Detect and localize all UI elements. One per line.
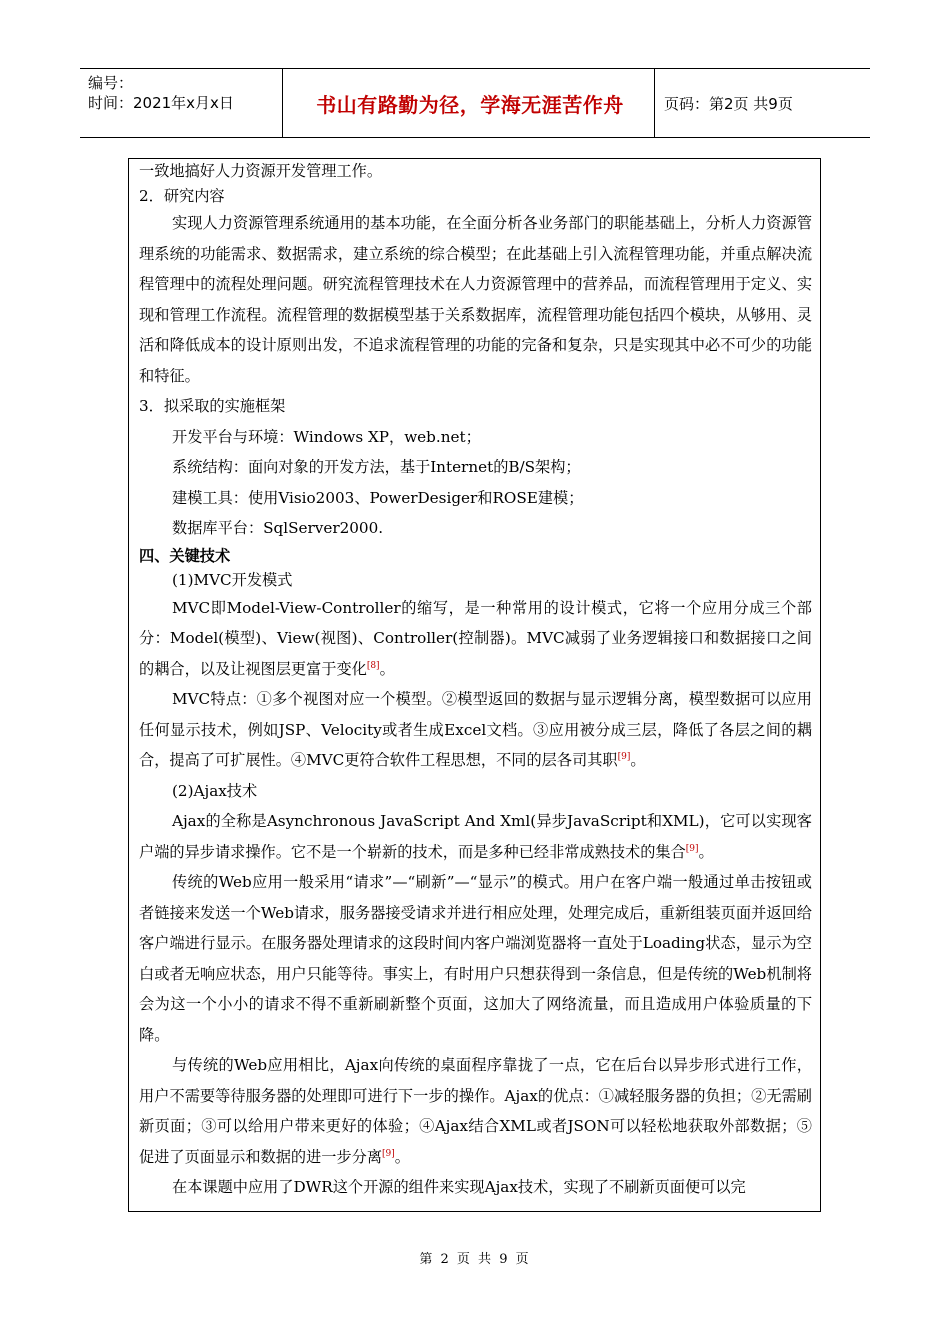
framework-item: 数据库平台：SqlServer2000. (172, 519, 384, 537)
citation: [9] (382, 1148, 395, 1159)
paragraph: 实现人力资源管理系统通用的基本功能，在全面分析各业务部门的职能基础上，分析人力资源管理系统的功能需求、数据需求，建立系统的综合模型；在此基础上引入流程管理功能，并重点解决流程管理中的流程处理问题。研究流程管理技术在人力资源管理中的营养品，而流程管理用于定义、实现和管理工作流程。流程管理的数据模型基于关系数据库，流程管理功能包括四个模块，从够用、灵活和降低成本的设计原则出发，不追求流程管理的功能的完备和复杂，只是实现其中必不可少的功能和特征。 (139, 214, 812, 385)
header-page-info: 页码：第2页 共9页 (664, 95, 793, 113)
paragraph-text: Ajax的全称是Asynchronous JavaScript And Xml(异步JavaScript和XML)，它可以实现客户端的异步请求操作。它不是一个崭新的技术，而是多种已经非常成熟技术的集合 (139, 812, 812, 861)
document-number-label: 编号： (88, 74, 134, 92)
header-divider (282, 69, 283, 137)
citation: [8] (366, 660, 380, 671)
document-time-label: 时间：2021年x月x日 (88, 94, 234, 112)
page-header (80, 68, 870, 138)
paragraph: 传统的Web应用一般采用“请求”—“刷新”—“显示”的模式。用户在客户端一般通过单击按钮或者链接来发送一个Web请求，服务器接受请求并进行相应处理，处理完成后，重新组装页面并返回给客户端进行显示。在服务器处理请求的这段时间内客户端浏览器将一直处于Loading状态，显示为空白或者无响应状态，用户只能等待。事实上，有时用户只想获得到一条信息，但是传统的Web机制将会为这一个小小的请求不得不重新刷新整个页面，这加大了网络流量，而且造成用户体验质量的下降。 (139, 873, 812, 1044)
paragraph-end: 。 (379, 659, 395, 678)
paragraph: 一致地搞好人力资源开发管理工作。 (139, 162, 382, 180)
section-heading: 2．研究内容 (139, 186, 225, 205)
paragraph-end: 。 (698, 842, 714, 861)
paragraph (139, 806, 812, 867)
header-divider (654, 69, 655, 137)
paragraph-text: MVC特点：①多个视图对应一个模型。②模型返回的数据与显示逻辑分离，模型数据可以应用任何显示技术，例如JSP、Velocity或者生成Excel文档。③应用被分成三层，降低了各层之间的耦合，提高了可扩展性。④MVC更符合软件工程思想，不同的层各司其职 (139, 690, 812, 769)
page-footer: 第 2 页 共 9 页 (419, 1252, 531, 1267)
subsection-heading: (1)MVC开发模式 (172, 571, 293, 589)
section-heading: 3．拟采取的实施框架 (139, 397, 286, 415)
paragraph-end: 。 (630, 751, 646, 769)
paragraph (139, 593, 812, 685)
header-left (88, 73, 234, 113)
paragraph: 在本课题中应用了DWR这个开源的组件来实现Ajax技术，实现了不刷新页面便可以完 (172, 1178, 746, 1196)
framework-item: 系统结构：面向对象的开发方法，基于Internet的B/S架构； (172, 458, 581, 476)
paragraph-end: 。 (394, 1147, 410, 1166)
citation: [9] (685, 843, 699, 854)
document-body-table (128, 158, 821, 1212)
citation: [9] (617, 752, 631, 762)
paragraph (139, 684, 812, 776)
framework-item: 开发平台与环境：Windows XP，web.net； (172, 427, 481, 446)
subsection-heading: (2)Ajax技术 (172, 781, 258, 800)
paragraph-text: 与传统的Web应用相比，Ajax向传统的桌面程序靠拢了一点，它在后台以异步形式进行工作，用户不需要等待服务器的处理即可进行下一步的操作。Ajax的优点：①减轻服务器的负担；②无需刷新页面；③可以给用户带来更好的体验；④Ajax结合XML或者JSON可以轻松地获取外部数据；⑤促进了页面显示和数据的进一步分离 (139, 1056, 812, 1166)
framework-item: 建模工具：使用Visio2003、PowerDesiger和ROSE建模； (172, 488, 584, 507)
paragraph-text: MVC即Model-View-Controller的缩写，是一种常用的设计模式，它将一个应用分成三个部分：Model(模型)、View(视图)、Controller(控制器)。MVC减弱了业务逻辑接口和数据接口之间的耦合，以及让视图层更富于变化 (139, 598, 812, 678)
header-motto: 书山有路勤为径，学海无涯苦作舟 (316, 93, 624, 117)
paragraph (139, 1050, 812, 1172)
section-heading: 四、关键技术 (139, 546, 231, 565)
